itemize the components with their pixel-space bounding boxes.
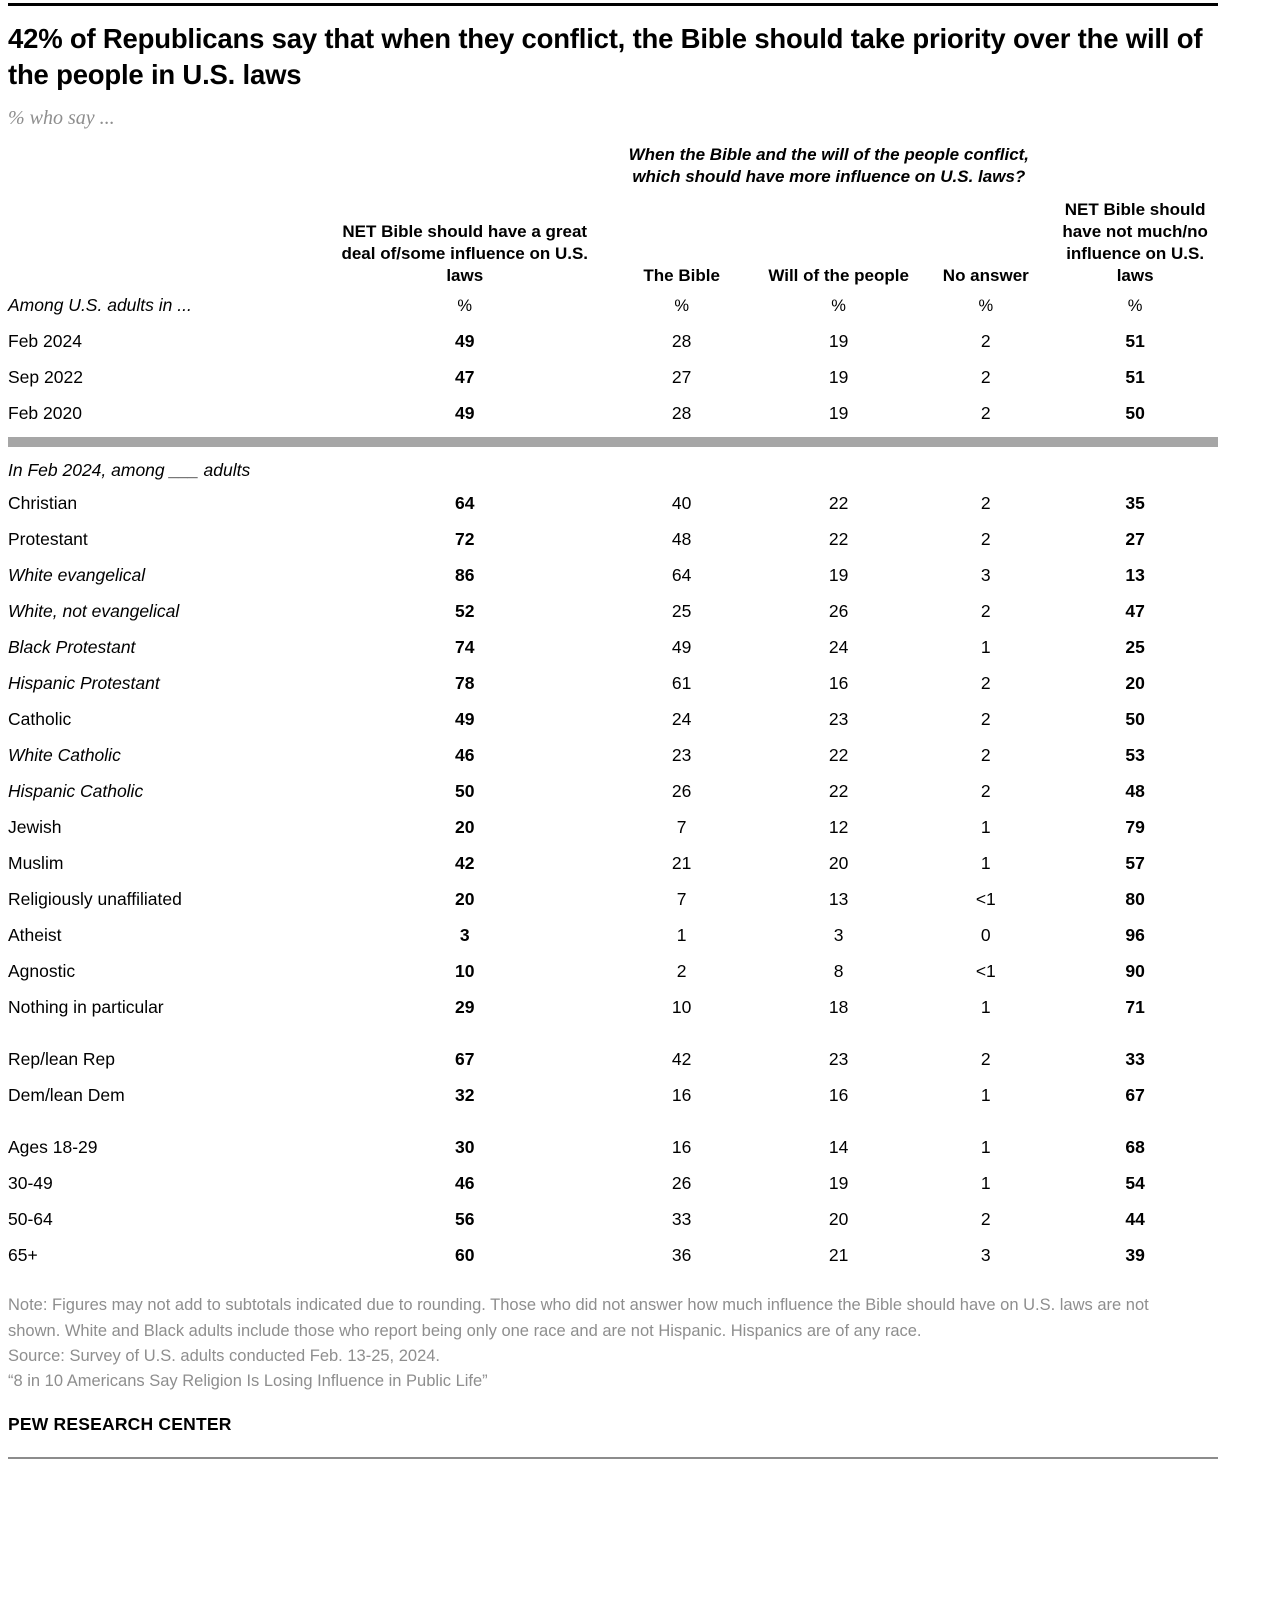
table-row — [8, 953, 1218, 989]
span-header-row — [8, 144, 1218, 199]
cell-no-answer: 2 — [980, 330, 991, 351]
table-row — [8, 1165, 1218, 1201]
row-gap-cell — [8, 1025, 1218, 1041]
row-label: Black Protestant — [8, 636, 136, 657]
cell-no-answer: 2 — [980, 672, 991, 693]
footer — [8, 1293, 1204, 1434]
cell-net-great-some: 49 — [455, 708, 475, 729]
grey-divider-bar — [8, 437, 1218, 447]
footer-source: Source: Survey of U.S. adults conducted Feb. 13-25, 2024. — [8, 1346, 441, 1365]
cell-net-great-some: 49 — [455, 402, 475, 423]
cell-net-great-some: 3 — [459, 924, 470, 945]
row-label: Protestant — [8, 528, 88, 549]
col-header-net-not-much-no: NET Bible should have not much/no influence on U.S. laws — [1062, 199, 1208, 285]
row-label: Sep 2022 — [8, 366, 83, 387]
footer-note: Note: Figures may not add to subtotals indicated due to rounding. Those who did not answer how much influence the Bible should have on U.S. laws are not shown. White and Black adults include those who report being only one race and are not Hispanic. Hispanics are of any race. — [8, 1296, 1149, 1340]
cell-net-great-some: 46 — [455, 1172, 475, 1193]
chart-page — [0, 3, 1280, 1611]
row-gap — [8, 1025, 1218, 1041]
units-row-label: Among U.S. adults in ... — [8, 295, 192, 316]
table-head — [8, 144, 1218, 324]
row-label: Feb 2024 — [8, 330, 82, 351]
row-label: Muslim — [8, 852, 64, 873]
cell-net-great-some: 46 — [455, 744, 475, 765]
table-row — [8, 1041, 1218, 1077]
data-table — [8, 144, 1218, 1274]
top-rule — [8, 3, 1218, 6]
table-row — [8, 701, 1218, 737]
cell-will-of-people: 12 — [828, 816, 849, 837]
cell-no-answer: 2 — [980, 708, 991, 729]
page-subtitle: % who say ... — [8, 106, 115, 129]
col-header-the-bible: The Bible — [643, 266, 720, 285]
cell-no-answer: 2 — [980, 366, 991, 387]
cell-the-bible: 21 — [671, 852, 692, 873]
cell-net-not-much-no: 20 — [1125, 672, 1145, 693]
span-header-spacer-net2 — [1052, 144, 1218, 199]
cell-the-bible: 23 — [671, 744, 692, 765]
cell-the-bible: 16 — [671, 1136, 692, 1157]
cell-will-of-people: 20 — [828, 1208, 849, 1229]
section-divider-cell — [8, 431, 1218, 451]
cell-will-of-people: 19 — [828, 402, 849, 423]
cell-net-great-some: 20 — [455, 888, 475, 909]
cell-the-bible: 2 — [676, 960, 687, 981]
row-label: Feb 2020 — [8, 402, 82, 423]
cell-will-of-people: 19 — [828, 564, 849, 585]
cell-net-great-some: 52 — [455, 600, 475, 621]
cell-will-of-people: 22 — [828, 528, 849, 549]
table-row — [8, 557, 1218, 593]
cell-no-answer: 1 — [980, 852, 991, 873]
cell-no-answer: 1 — [980, 996, 991, 1017]
row-label: Religiously unaffiliated — [8, 888, 182, 909]
cell-will-of-people: 22 — [828, 744, 849, 765]
row-label: Dem/lean Dem — [8, 1084, 125, 1105]
col-header-net-great-some: NET Bible should have a great deal of/some influence on U.S. laws — [341, 221, 589, 285]
cell-net-not-much-no: 50 — [1125, 708, 1145, 729]
table-row — [8, 773, 1218, 809]
table-row — [8, 989, 1218, 1025]
cell-the-bible: 40 — [671, 492, 692, 513]
cell-will-of-people: 19 — [828, 1172, 849, 1193]
footer-report-title: “8 in 10 Americans Say Religion Is Losing Influence in Public Life” — [8, 1371, 488, 1390]
page-title: 42% of Republicans say that when they conflict, the Bible should take priority over the will of the people in U.S. laws — [8, 23, 1203, 90]
cell-no-answer: 1 — [980, 1172, 991, 1193]
column-header-row — [8, 199, 1218, 289]
cell-net-not-much-no: 71 — [1125, 996, 1145, 1017]
section-header-spacer — [324, 451, 605, 485]
cell-the-bible: 7 — [676, 816, 687, 837]
table-row — [8, 665, 1218, 701]
row-label: Hispanic Catholic — [8, 780, 144, 801]
bottom-rule — [8, 1457, 1218, 1459]
cell-the-bible: 7 — [676, 888, 687, 909]
cell-the-bible: 25 — [671, 600, 692, 621]
table-row — [8, 845, 1218, 881]
units-bible: % — [674, 297, 689, 316]
units-no: % — [978, 297, 994, 316]
cell-the-bible: 24 — [671, 708, 692, 729]
table-row — [8, 737, 1218, 773]
section-header-spacer — [919, 451, 1052, 485]
cell-no-answer: 2 — [980, 744, 991, 765]
cell-net-great-some: 72 — [455, 528, 475, 549]
cell-no-answer: <1 — [975, 960, 996, 981]
row-gap-cell — [8, 1113, 1218, 1129]
table-row — [8, 1077, 1218, 1113]
table-row — [8, 323, 1218, 359]
cell-net-not-much-no: 67 — [1125, 1084, 1145, 1105]
section-header-spacer — [1052, 451, 1218, 485]
table-row — [8, 1237, 1218, 1273]
cell-net-great-some: 86 — [455, 564, 475, 585]
cell-will-of-people: 23 — [828, 708, 849, 729]
cell-net-great-some: 42 — [455, 852, 475, 873]
cell-no-answer: 2 — [980, 528, 991, 549]
cell-no-answer: 1 — [980, 1084, 991, 1105]
cell-net-great-some: 32 — [455, 1084, 475, 1105]
cell-net-not-much-no: 44 — [1125, 1208, 1145, 1229]
cell-no-answer: <1 — [975, 888, 996, 909]
cell-no-answer: 3 — [980, 564, 991, 585]
table-row — [8, 485, 1218, 521]
table-row — [8, 881, 1218, 917]
cell-the-bible: 26 — [671, 780, 692, 801]
col-header-no-answer: No answer — [942, 266, 1029, 285]
cell-net-not-much-no: 54 — [1125, 1172, 1145, 1193]
cell-net-great-some: 10 — [455, 960, 475, 981]
cell-net-not-much-no: 27 — [1125, 528, 1145, 549]
cell-no-answer: 2 — [980, 492, 991, 513]
cell-the-bible: 16 — [671, 1084, 692, 1105]
row-label: White, not evangelical — [8, 600, 180, 621]
cell-net-great-some: 49 — [455, 330, 475, 351]
section-header-row — [8, 451, 1218, 485]
cell-the-bible: 33 — [671, 1208, 692, 1229]
cell-no-answer: 1 — [980, 1136, 991, 1157]
units-row — [8, 289, 1218, 323]
cell-net-not-much-no: 57 — [1125, 852, 1145, 873]
row-label: Rep/lean Rep — [8, 1048, 116, 1069]
units-net2: % — [1127, 297, 1143, 316]
row-label: Atheist — [8, 924, 62, 945]
row-label: White evangelical — [8, 564, 146, 585]
cell-net-not-much-no: 53 — [1125, 744, 1145, 765]
row-gap — [8, 1113, 1218, 1129]
cell-net-not-much-no: 79 — [1125, 816, 1145, 837]
row-label: Hispanic Protestant — [8, 672, 160, 693]
cell-the-bible: 26 — [671, 1172, 692, 1193]
cell-will-of-people: 22 — [828, 780, 849, 801]
table-row — [8, 593, 1218, 629]
row-label: 30-49 — [8, 1172, 53, 1193]
col-header-will-of-people: Will of the people — [768, 266, 909, 285]
cell-net-not-much-no: 33 — [1125, 1048, 1145, 1069]
section-header-spacer — [758, 451, 919, 485]
cell-net-great-some: 50 — [455, 780, 475, 801]
cell-will-of-people: 16 — [828, 672, 849, 693]
table-row — [8, 359, 1218, 395]
cell-will-of-people: 19 — [828, 330, 849, 351]
table-row — [8, 809, 1218, 845]
cell-net-not-much-no: 13 — [1125, 564, 1145, 585]
section-header-spacer — [605, 451, 758, 485]
col-header-label — [8, 199, 324, 289]
cell-net-not-much-no: 48 — [1125, 780, 1145, 801]
cell-will-of-people: 16 — [828, 1084, 849, 1105]
row-label: Catholic — [8, 708, 72, 729]
cell-net-great-some: 47 — [455, 366, 475, 387]
cell-net-great-some: 56 — [455, 1208, 475, 1229]
cell-the-bible: 64 — [671, 564, 692, 585]
cell-no-answer: 0 — [980, 924, 991, 945]
cell-no-answer: 2 — [980, 1048, 991, 1069]
cell-net-great-some: 30 — [455, 1136, 475, 1157]
cell-the-bible: 61 — [671, 672, 692, 693]
cell-net-great-some: 67 — [455, 1048, 475, 1069]
cell-no-answer: 2 — [980, 1208, 991, 1229]
cell-will-of-people: 24 — [828, 636, 849, 657]
table-row — [8, 1129, 1218, 1165]
section-header-label: In Feb 2024, among ___ adults — [8, 460, 251, 481]
cell-the-bible: 42 — [671, 1048, 692, 1069]
cell-net-great-some: 78 — [455, 672, 475, 693]
cell-the-bible: 48 — [671, 528, 692, 549]
cell-net-great-some: 64 — [455, 492, 475, 513]
row-label: Christian — [8, 492, 78, 513]
cell-net-not-much-no: 80 — [1125, 888, 1145, 909]
row-label: White Catholic — [8, 744, 121, 765]
cell-will-of-people: 21 — [828, 1244, 849, 1265]
cell-net-great-some: 74 — [455, 636, 475, 657]
cell-net-not-much-no: 39 — [1125, 1244, 1145, 1265]
span-header-spacer — [8, 144, 324, 199]
cell-net-not-much-no: 51 — [1125, 366, 1145, 387]
cell-the-bible: 10 — [671, 996, 692, 1017]
row-label: Ages 18-29 — [8, 1136, 98, 1157]
table-row — [8, 1201, 1218, 1237]
cell-no-answer: 3 — [980, 1244, 991, 1265]
units-net1: % — [457, 297, 473, 316]
cell-net-great-some: 29 — [455, 996, 475, 1017]
cell-will-of-people: 13 — [828, 888, 849, 909]
cell-no-answer: 2 — [980, 402, 991, 423]
row-label: 65+ — [8, 1244, 38, 1265]
row-label: Nothing in particular — [8, 996, 164, 1017]
cell-no-answer: 2 — [980, 600, 991, 621]
span-header-question: When the Bible and the will of the people conflict, which should have more influence on U.S. laws? — [628, 144, 1030, 187]
cell-will-of-people: 20 — [828, 852, 849, 873]
table-row — [8, 917, 1218, 953]
units-will: % — [831, 297, 846, 316]
cell-net-not-much-no: 90 — [1125, 960, 1145, 981]
cell-net-great-some: 20 — [455, 816, 475, 837]
cell-will-of-people: 23 — [828, 1048, 849, 1069]
cell-net-great-some: 60 — [455, 1244, 475, 1265]
cell-the-bible: 28 — [671, 330, 692, 351]
cell-net-not-much-no: 96 — [1125, 924, 1145, 945]
span-header-spacer-net — [324, 144, 605, 199]
cell-net-not-much-no: 51 — [1125, 330, 1145, 351]
cell-net-not-much-no: 47 — [1125, 600, 1145, 621]
cell-the-bible: 28 — [671, 402, 692, 423]
cell-the-bible: 49 — [671, 636, 692, 657]
cell-the-bible: 27 — [671, 366, 692, 387]
table-body — [8, 323, 1218, 1273]
row-label: 50-64 — [8, 1208, 53, 1229]
cell-net-not-much-no: 68 — [1125, 1136, 1145, 1157]
cell-will-of-people: 22 — [828, 492, 849, 513]
cell-will-of-people: 18 — [828, 996, 849, 1017]
cell-no-answer: 1 — [980, 816, 991, 837]
cell-will-of-people: 3 — [833, 924, 844, 945]
cell-net-not-much-no: 50 — [1125, 402, 1145, 423]
cell-will-of-people: 26 — [828, 600, 849, 621]
table-row — [8, 629, 1218, 665]
row-label: Agnostic — [8, 960, 76, 981]
cell-the-bible: 36 — [671, 1244, 692, 1265]
brand-pew-research-center: PEW RESEARCH CENTER — [8, 1413, 232, 1434]
row-label: Jewish — [8, 816, 62, 837]
table-row — [8, 521, 1218, 557]
cell-will-of-people: 14 — [828, 1136, 849, 1157]
table-row — [8, 395, 1218, 431]
cell-will-of-people: 19 — [828, 366, 849, 387]
cell-net-not-much-no: 25 — [1125, 636, 1145, 657]
cell-no-answer: 2 — [980, 780, 991, 801]
cell-the-bible: 1 — [676, 924, 687, 945]
cell-no-answer: 1 — [980, 636, 991, 657]
section-divider-row — [8, 431, 1218, 451]
cell-net-not-much-no: 35 — [1125, 492, 1145, 513]
cell-will-of-people: 8 — [833, 960, 844, 981]
